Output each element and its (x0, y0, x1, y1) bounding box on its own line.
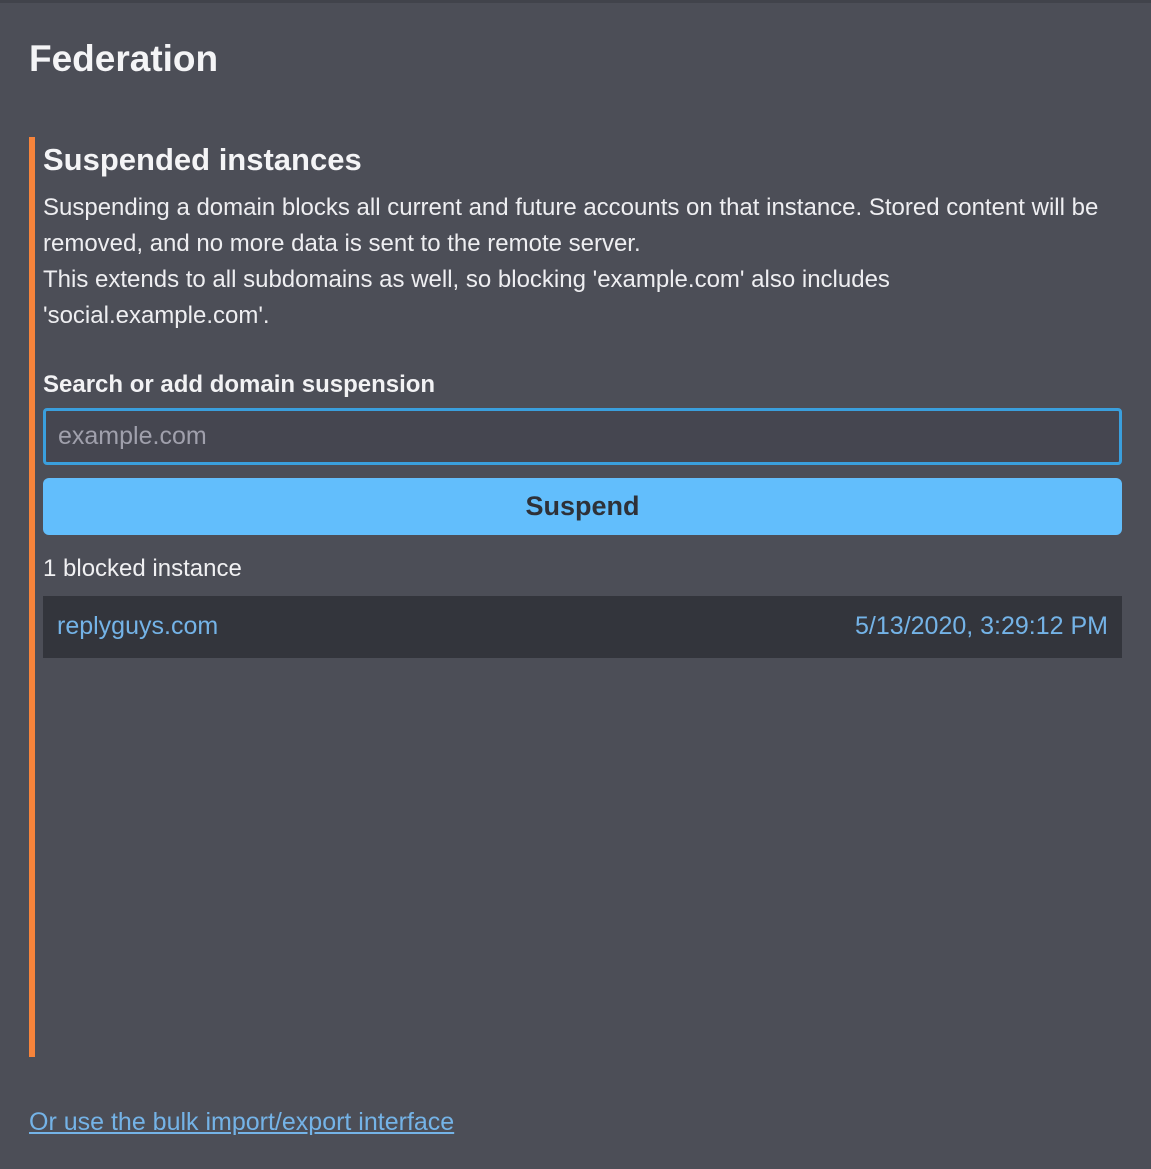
suspended-instances-section (29, 137, 1122, 1057)
bulk-import-export-link[interactable]: Or use the bulk import/export interface (29, 1107, 455, 1136)
section-description (43, 190, 1122, 334)
domain-search-input[interactable] (43, 408, 1122, 465)
domain-search-label: Search or add domain suspension (43, 370, 436, 398)
federation-page (0, 3, 1151, 1137)
instance-domain-link[interactable]: replyguys.com (57, 612, 219, 641)
blocked-count: 1 blocked instance (43, 554, 242, 582)
section-heading: Suspended instances (43, 141, 362, 177)
page-title: Federation (29, 38, 219, 79)
blocked-instance-row (43, 596, 1122, 658)
description-paragraph-2: This extends to all subdomains as well, so blocking 'example.com' also includes 'social.example.com'. (43, 265, 890, 329)
suspend-button[interactable]: Suspend (43, 478, 1122, 535)
description-paragraph-1: Suspending a domain blocks all current and future accounts on that instance. Stored content will be removed, and no more data is sent to the remote server. (43, 193, 1099, 257)
instance-suspended-timestamp: 5/13/2020, 3:29:12 PM (855, 612, 1108, 641)
